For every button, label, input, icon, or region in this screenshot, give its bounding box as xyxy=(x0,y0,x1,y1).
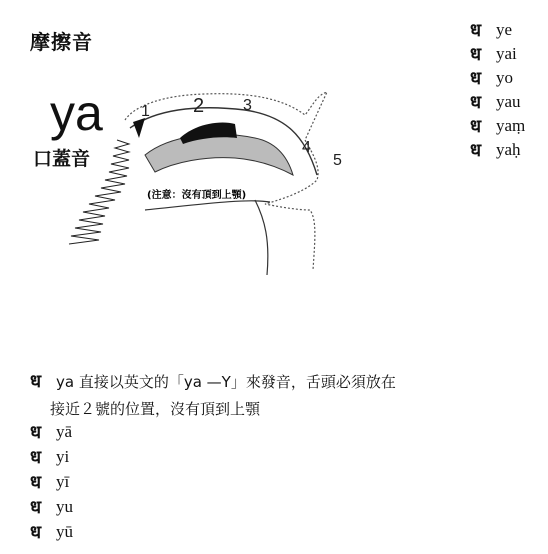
right-syllable-list xyxy=(470,18,525,162)
siddham-glyph: ध xyxy=(30,371,42,392)
siddham-glyph: ध xyxy=(470,116,482,137)
romanization: yū xyxy=(56,521,73,541)
siddham-glyph: ध xyxy=(30,521,42,543)
siddham-glyph: ध xyxy=(30,496,42,518)
pronunciation-description xyxy=(30,368,396,423)
description-text-1: ya 直接以英文的「ya —Y」來發音，舌頭必須放在 xyxy=(56,373,396,391)
description-text-2: 接近２號的位置，沒有頂到上顎 xyxy=(50,400,261,418)
label-number-3: 3 xyxy=(243,97,252,114)
romanization: yu xyxy=(56,496,73,516)
romanization: yā xyxy=(56,421,73,441)
list-item xyxy=(470,138,525,162)
main-syllable-label: ya xyxy=(50,85,103,141)
tongue-shape xyxy=(145,134,293,175)
romanization: yai xyxy=(496,44,517,63)
list-item xyxy=(470,114,525,138)
siddham-glyph: ध xyxy=(30,446,42,468)
romanization: yi xyxy=(56,446,70,466)
siddham-glyph: ध xyxy=(30,471,42,493)
siddham-glyph: ध xyxy=(470,44,482,65)
romanization: yo xyxy=(496,68,513,87)
siddham-glyph: ध xyxy=(470,92,482,113)
head-profile-outline xyxy=(125,92,327,270)
label-number-1: 1 xyxy=(141,103,150,120)
label-number-2: 2 xyxy=(193,95,205,117)
siddham-glyph: ध xyxy=(470,20,482,41)
description-line-1 xyxy=(30,368,396,396)
romanization: yaṃ xyxy=(496,116,526,135)
list-item xyxy=(30,444,73,469)
lower-jaw xyxy=(145,201,270,210)
marker-triangle xyxy=(133,118,145,138)
romanization: yaḥ xyxy=(496,140,521,159)
diagram-note: (注意：沒有頂到上顎) xyxy=(147,190,247,201)
articulation-category-label: 口蓋音 xyxy=(33,148,91,170)
throat-line xyxy=(255,200,268,275)
list-item xyxy=(30,419,73,444)
label-number-5: 5 xyxy=(333,152,342,169)
list-item xyxy=(470,18,525,42)
list-item xyxy=(30,469,73,494)
vocal-tract-diagram xyxy=(55,80,355,280)
romanization: yī xyxy=(56,471,70,491)
siddham-glyph: ध xyxy=(470,140,482,161)
romanization: ye xyxy=(496,20,513,39)
siddham-glyph: ध xyxy=(470,68,482,89)
list-item xyxy=(30,519,73,544)
label-number-4: 4 xyxy=(302,139,311,156)
list-item xyxy=(30,494,73,519)
list-item xyxy=(470,66,525,90)
romanization: yau xyxy=(496,92,521,111)
bottom-syllable-list xyxy=(30,419,73,544)
siddham-glyph: ध xyxy=(30,421,42,443)
list-item xyxy=(470,42,525,66)
airflow-zigzag xyxy=(69,140,129,244)
page-title: 摩擦音 xyxy=(30,30,93,54)
list-item xyxy=(470,90,525,114)
